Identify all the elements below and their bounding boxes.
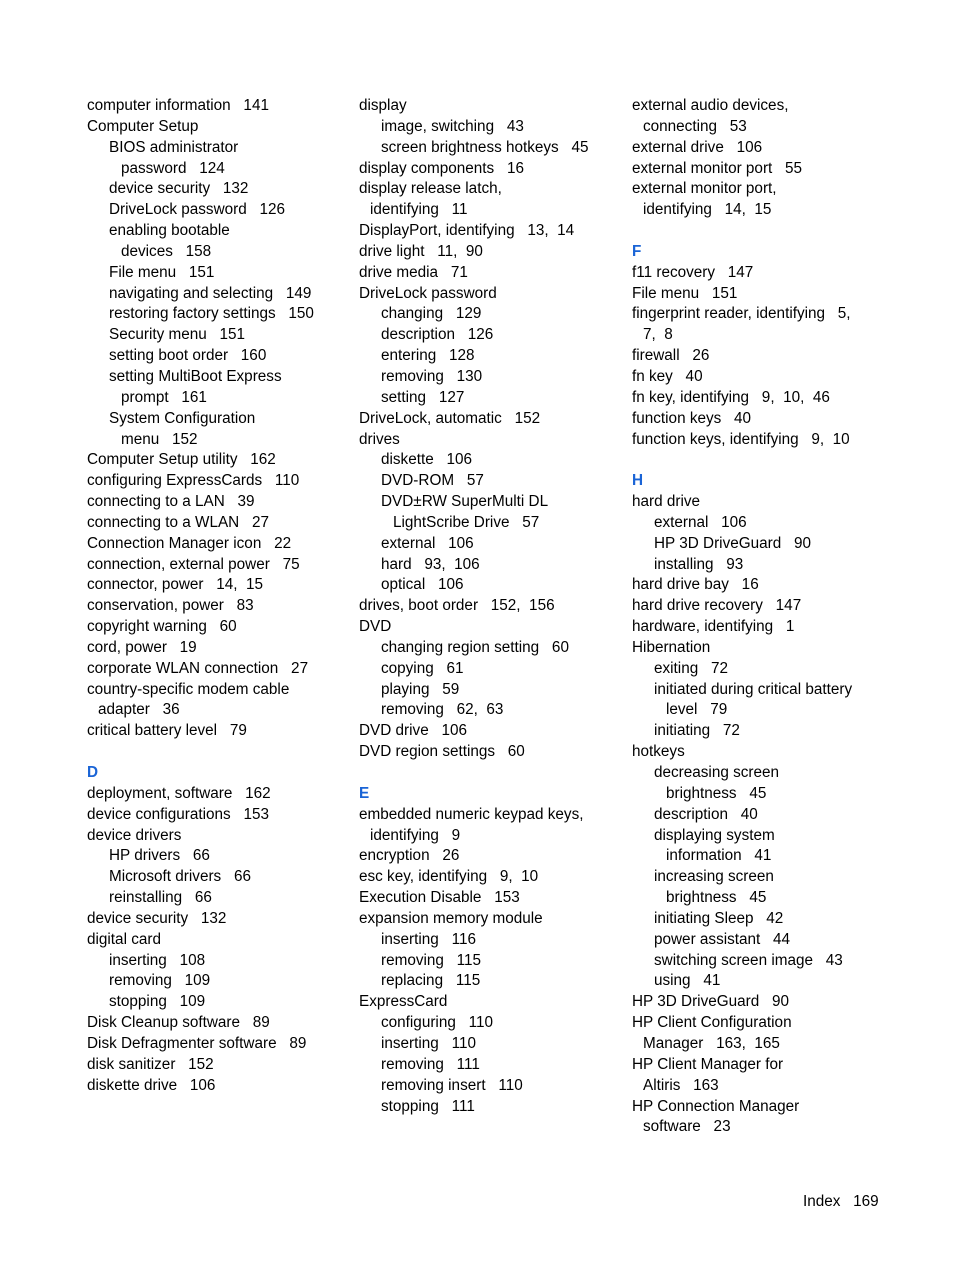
index-entry: disk sanitizer 152	[87, 1055, 214, 1073]
index-subentry: BIOS administrator	[109, 138, 239, 156]
index-subentry: setting MultiBoot Express	[109, 367, 282, 385]
index-entry: configuring ExpressCards 110	[87, 472, 300, 490]
index-entry: DisplayPort, identifying 13, 14	[359, 222, 575, 240]
index-subentry: Microsoft drivers 66	[109, 868, 251, 886]
index-subentry: LightScribe Drive 57	[393, 513, 540, 531]
index-entry: Hibernation	[632, 638, 711, 656]
index-subentry: DVD-ROM 57	[381, 472, 484, 490]
index-subentry: reinstalling 66	[109, 889, 212, 907]
index-entry: deployment, software 162	[87, 784, 271, 802]
index-subentry: removing 109	[109, 972, 211, 990]
index-column-3	[632, 96, 882, 1138]
index-entry: DVD drive 106	[359, 722, 467, 740]
index-subentry: Security menu 151	[109, 326, 246, 344]
index-subentry: initiating 72	[654, 722, 740, 740]
index-entry: DVD region settings 60	[359, 743, 525, 761]
index-subentry: installing 93	[654, 555, 744, 573]
index-entry: Disk Cleanup software 89	[87, 1014, 270, 1032]
index-entry: hardware, identifying 1	[632, 618, 795, 636]
index-subentry: enabling bootable	[109, 222, 230, 240]
index-entry: country-specific modem cable	[87, 680, 290, 698]
index-subentry: configuring 110	[381, 1014, 493, 1032]
index-entry: drive light 11, 90	[359, 242, 483, 260]
index-entry: File menu 151	[632, 284, 738, 302]
index-entry: DVD	[359, 618, 392, 636]
index-subentry: using 41	[654, 972, 721, 990]
index-column-1	[87, 96, 337, 1097]
index-subentry: initiating Sleep 42	[654, 909, 784, 927]
index-entry: Manager 163, 165	[643, 1034, 780, 1052]
index-subentry: external 106	[654, 513, 747, 531]
index-entry: encryption 26	[359, 847, 460, 865]
index-subentry: copying 61	[381, 659, 464, 677]
index-subentry: power assistant 44	[654, 930, 791, 948]
index-subentry: HP 3D DriveGuard 90	[654, 534, 812, 552]
index-subentry: removing 115	[381, 951, 482, 969]
index-entry: DriveLock password	[359, 284, 497, 302]
index-entry: function keys, identifying 9, 10	[632, 430, 850, 448]
index-entry: Connection Manager icon 22	[87, 534, 292, 552]
index-subentry: changing region setting 60	[381, 638, 569, 656]
index-subentry: external 106	[381, 534, 474, 552]
index-subentry: DriveLock password 126	[109, 201, 285, 219]
index-subentry: optical 106	[381, 576, 464, 594]
index-subentry: removing 130	[381, 367, 483, 385]
index-entry: drive media 71	[359, 263, 468, 281]
section-gap	[632, 450, 882, 471]
index-entry: embedded numeric keypad keys,	[359, 805, 584, 823]
index-subentry: image, switching 43	[381, 117, 524, 135]
index-entry: drives, boot order 152, 156	[359, 597, 555, 615]
index-entry: hotkeys	[632, 743, 685, 761]
index-subentry: navigating and selecting 149	[109, 284, 312, 302]
index-subentry: devices 158	[121, 242, 212, 260]
index-entry: device drivers	[87, 826, 182, 844]
index-subentry: description 40	[654, 805, 758, 823]
index-entry: device configurations 153	[87, 805, 269, 823]
index-entry: ExpressCard	[359, 993, 448, 1011]
page-footer: Index 169	[803, 1193, 879, 1210]
index-entry: Computer Setup	[87, 117, 199, 135]
index-subentry: prompt 161	[121, 388, 207, 406]
index-entry: corporate WLAN connection 27	[87, 659, 309, 677]
index-entry: conservation, power 83	[87, 597, 254, 615]
index-entry: HP Client Manager for	[632, 1055, 784, 1073]
index-entry: fn key 40	[632, 367, 703, 385]
index-subentry: stopping 111	[381, 1097, 475, 1115]
index-entry: hard drive	[632, 493, 701, 511]
index-subentry: setting 127	[381, 388, 465, 406]
index-entry: critical battery level 79	[87, 722, 247, 740]
index-subentry: removing 111	[381, 1055, 480, 1073]
index-letter-heading: E	[359, 784, 370, 802]
index-subentry: initiated during critical battery	[654, 680, 853, 698]
index-entry: diskette drive 106	[87, 1076, 216, 1094]
index-letter-heading: D	[87, 764, 99, 781]
index-entry: HP 3D DriveGuard 90	[632, 993, 790, 1011]
index-entry: connector, power 14, 15	[87, 576, 264, 594]
index-entry: identifying 9	[370, 826, 461, 844]
index-entry: software 23	[643, 1118, 731, 1136]
index-subentry: removing 62, 63	[381, 701, 504, 719]
index-entry: HP Connection Manager	[632, 1097, 800, 1115]
index-subentry: exiting 72	[654, 659, 728, 677]
index-entry: identifying 14, 15	[643, 201, 772, 219]
index-entry: connecting to a LAN 39	[87, 493, 255, 511]
index-entry: DriveLock, automatic 152	[359, 409, 541, 427]
index-subentry: System Configuration	[109, 409, 256, 427]
index-entry: display release latch,	[359, 180, 502, 198]
index-subentry: removing insert 110	[381, 1076, 523, 1094]
index-entry: external monitor port 55	[632, 159, 803, 177]
section-gap	[359, 763, 609, 784]
index-subentry: replacing 115	[381, 972, 481, 990]
index-entry: esc key, identifying 9, 10	[359, 868, 539, 886]
index-subentry: playing 59	[381, 680, 460, 698]
index-entry: external audio devices,	[632, 97, 789, 114]
index-subentry: changing 129	[381, 305, 482, 323]
index-letter-heading: H	[632, 472, 644, 490]
index-entry: firewall 26	[632, 347, 710, 365]
index-subentry: password 124	[121, 159, 225, 177]
index-entry: 7, 8	[643, 326, 673, 344]
index-entry: device security 132	[87, 909, 227, 927]
index-entry: connection, external power 75	[87, 555, 300, 573]
index-subentry: inserting 110	[381, 1034, 476, 1052]
index-subentry: brightness 45	[666, 889, 767, 907]
index-subentry: inserting 108	[109, 951, 206, 969]
index-subentry: brightness 45	[666, 784, 767, 802]
index-subentry: stopping 109	[109, 993, 206, 1011]
index-entry: fingerprint reader, identifying 5,	[632, 305, 851, 323]
index-entry: Altiris 163	[643, 1076, 719, 1094]
section-gap	[632, 221, 882, 242]
index-entry: cord, power 19	[87, 638, 197, 656]
index-subentry: diskette 106	[381, 451, 472, 469]
index-subentry: setting boot order 160	[109, 347, 267, 365]
index-subentry: screen brightness hotkeys 45	[381, 138, 589, 156]
index-entry: drives	[359, 430, 400, 448]
index-entry: hard drive recovery 147	[632, 597, 802, 615]
index-entry: external monitor port,	[632, 180, 777, 198]
index-subentry: HP drivers 66	[109, 847, 210, 865]
index-subentry: DVD±RW SuperMulti DL	[381, 493, 549, 511]
index-subentry: increasing screen	[654, 868, 774, 886]
index-entry: Disk Defragmenter software 89	[87, 1034, 307, 1052]
index-subentry: menu 152	[121, 430, 198, 448]
index-subentry: hard 93, 106	[381, 555, 480, 573]
index-subentry: description 126	[381, 326, 494, 344]
index-entry: computer information 141	[87, 97, 269, 114]
index-column-2	[359, 96, 609, 1117]
index-entry: function keys 40	[632, 409, 752, 427]
index-entry: identifying 11	[370, 201, 468, 219]
index-subentry: device security 132	[109, 180, 249, 198]
index-entry: connecting 53	[643, 117, 747, 135]
index-subentry: File menu 151	[109, 263, 215, 281]
index-subentry: information 41	[666, 847, 772, 865]
index-entry: expansion memory module	[359, 909, 543, 927]
index-subentry: restoring factory settings 150	[109, 305, 314, 323]
index-letter-heading: F	[632, 242, 642, 260]
index-entry: external drive 106	[632, 138, 763, 156]
section-gap	[87, 742, 337, 763]
index-entry: display	[359, 97, 407, 114]
index-entry: copyright warning 60	[87, 618, 237, 636]
index-entry: f11 recovery 147	[632, 263, 754, 281]
index-entry: fn key, identifying 9, 10, 46	[632, 388, 830, 406]
index-subentry: switching screen image 43	[654, 951, 843, 969]
index-subentry: inserting 116	[381, 930, 476, 948]
index-subentry: entering 128	[381, 347, 475, 365]
index-subentry: decreasing screen	[654, 764, 779, 781]
index-entry: HP Client Configuration	[632, 1014, 792, 1032]
index-entry: display components 16	[359, 159, 524, 177]
index-entry: digital card	[87, 930, 161, 948]
index-subentry: displaying system	[654, 826, 775, 844]
index-entry: Execution Disable 153	[359, 889, 520, 907]
index-entry: Computer Setup utility 162	[87, 451, 276, 469]
index-entry: connecting to a WLAN 27	[87, 513, 269, 531]
index-entry: hard drive bay 16	[632, 576, 759, 594]
index-entry: adapter 36	[98, 701, 180, 719]
index-subentry: level 79	[666, 701, 728, 719]
